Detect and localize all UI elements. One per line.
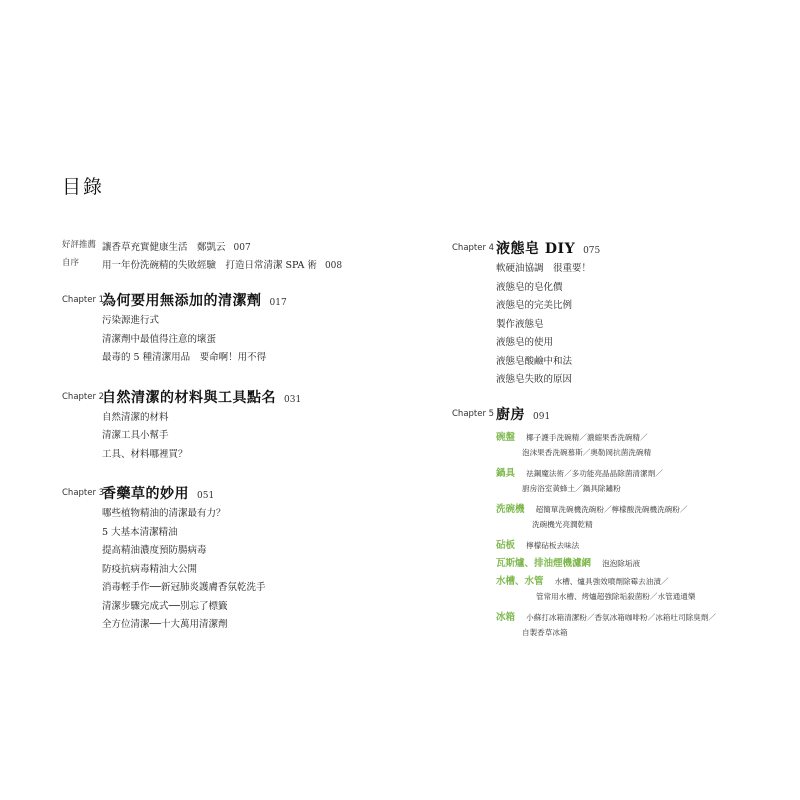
category-label: 水槽、水管: [496, 575, 544, 587]
kitchen-group-dishes: [496, 426, 752, 444]
category-items: 廚房浴室黃蜂土／鍋具除鏽粉: [522, 483, 621, 493]
category-label: 瓦斯爐、排油煙機濾網: [496, 557, 592, 569]
page-number: 075: [583, 246, 601, 256]
kitchen-group-cutting-board: [496, 534, 752, 552]
toc-entry-preface-1: [62, 236, 392, 254]
category-label: 鍋具: [496, 467, 516, 479]
entry-title: 讓香草充實健康生活 鄭凱云: [102, 242, 226, 253]
page-number: 051: [197, 491, 215, 501]
category-label: 砧板: [496, 539, 516, 551]
toc-subentry: 工具、材料哪裡買？: [102, 448, 188, 460]
kitchen-group-stove: [496, 552, 752, 570]
chapter-2-heading: [62, 385, 392, 409]
category-items: 洗碗機光亮潤乾精: [532, 519, 593, 529]
category-items: 泡沫果香洗碗慕斯／奧勒岡抗菌洗碗精: [522, 447, 652, 457]
toc-subentry: 液態皂的皂化價: [496, 281, 563, 293]
category-label: 碗盤: [496, 431, 516, 443]
toc-subentry: 液態皂的完美比例: [496, 300, 573, 311]
page-number: 007: [233, 243, 251, 253]
category-items: 水槽、爐具強效噴劑除霉去油漬／: [554, 576, 669, 586]
page-number: 008: [324, 261, 343, 271]
category-items: 祛鋼魔法術／多功能亮晶晶除菌清潔劑／: [526, 468, 663, 478]
kitchen-group-cookware: [496, 462, 752, 480]
category-label: 洗碗機: [496, 503, 525, 515]
toc-subentry: 液態皂的使用: [496, 337, 554, 348]
toc-subentry: 清潔劑中最值得注意的壞蛋: [102, 333, 217, 345]
toc-subentry: 液態皂酸鹼中和法: [496, 355, 573, 367]
entry-label: 好評推薦: [62, 240, 97, 250]
category-items: 管常用水槽、烤爐超強除垢殺菌粉／水管通通樂: [536, 591, 696, 601]
chapter-title: 廚房: [496, 406, 525, 423]
toc-subentry: 軟硬油協調 很重要！: [496, 263, 592, 274]
chapter-1-heading: [62, 288, 392, 312]
toc-subentry: 全方位清潔──十大萬用清潔劑: [102, 619, 228, 630]
page-number: 091: [533, 411, 551, 422]
toc-subentry: 最毒的 5 種清潔用品 要命啊！用不得: [102, 352, 267, 363]
toc-subentry: 5 大基本清潔精油: [102, 526, 178, 538]
chapter-label: Chapter 1: [62, 295, 105, 305]
category-items: 自製香草冰箱: [522, 627, 568, 637]
chapter-5-heading: [452, 402, 752, 426]
toc-subentry: 自然清潔的材料: [102, 411, 169, 423]
kitchen-group-fridge: [496, 606, 752, 624]
toc-right-column: [452, 236, 752, 642]
page-number: 017: [269, 298, 287, 308]
page-number: 031: [284, 394, 302, 405]
category-items: 椰子護手洗碗精／濃縮果香洗碗精／: [526, 432, 648, 442]
category-items: 泡泡除垢液: [602, 558, 641, 568]
entry-label: 自序: [62, 258, 80, 268]
chapter-title: 液態皂 DIY: [496, 241, 576, 257]
toc-subentry: 清潔工具小幫手: [102, 430, 169, 441]
chapter-label: Chapter 3: [62, 488, 105, 498]
kitchen-group-sink: [496, 570, 752, 588]
category-label: 冰箱: [496, 611, 516, 623]
chapter-title: 為何要用無添加的清潔劑: [102, 293, 262, 309]
toc-entry-preface-2: [62, 254, 392, 272]
category-items: 超簡單洗碗機洗碗粉／檸檬酸洗碗機洗碗粉／: [535, 504, 688, 514]
toc-subentry: 防疫抗病毒精油大公開: [102, 563, 198, 575]
toc-subentry: 污染源進行式: [102, 315, 160, 326]
toc-subentry: 液態皂失敗的原因: [496, 374, 573, 385]
toc-subentry: 消毒輕手作──新冠肺炎護膚香氛乾洗手: [102, 582, 266, 593]
chapter-label: Chapter 4: [452, 243, 495, 253]
chapter-label: Chapter 5: [452, 408, 495, 419]
toc-subentry: 清潔步驟完成式──別忘了標籤: [102, 600, 228, 612]
chapter-label: Chapter 2: [62, 391, 105, 402]
kitchen-group-dishwasher: [496, 498, 752, 516]
toc-subentry: 哪些植物精油的清潔最有力？: [102, 508, 226, 519]
entry-title: 用一年份洗碗精的失敗經驗 打造日常清潔 SPA 術: [102, 260, 317, 271]
category-items: 檸檬砧板去味法: [526, 540, 580, 550]
chapter-3-heading: [62, 481, 392, 505]
page-title: 目錄: [62, 176, 105, 198]
chapter-title: 香藥草的妙用: [102, 486, 189, 502]
category-items: 小蘇打冰箱清潔粉／香氛冰箱咖啡粉／冰箱吐司除臭劑／: [526, 612, 716, 622]
toc-subentry: 提高精油濃度預防腸病毒: [102, 545, 207, 556]
chapter-title: 自然清潔的材料與工具點名: [102, 389, 276, 406]
chapter-4-heading: [452, 236, 752, 260]
toc-left-column: [62, 236, 392, 635]
toc-subentry: 製作液態皂: [496, 318, 544, 330]
